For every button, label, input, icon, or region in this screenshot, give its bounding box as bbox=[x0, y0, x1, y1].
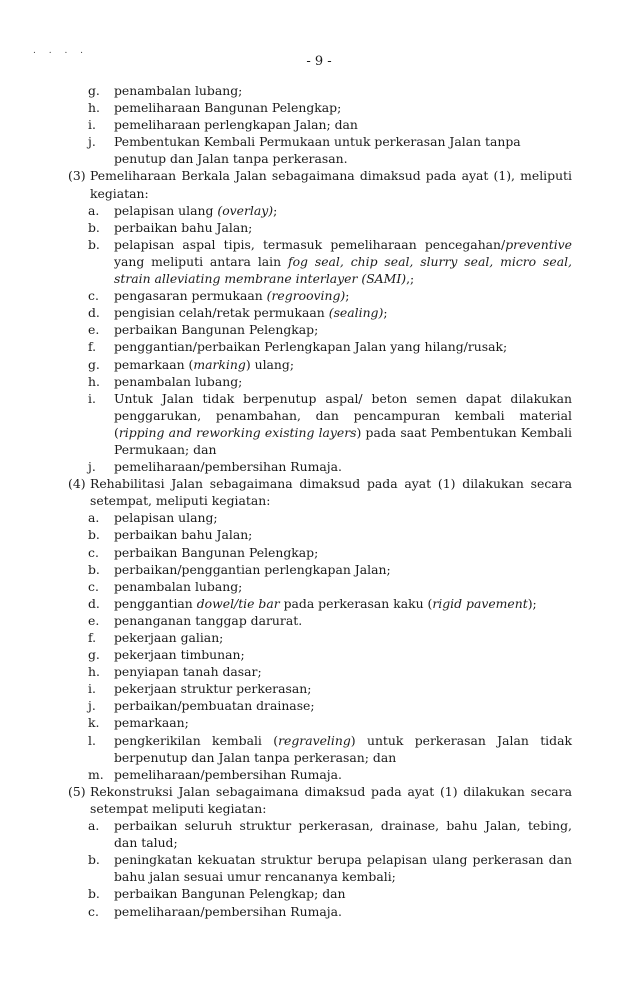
item-marker: a. bbox=[88, 202, 100, 218]
item-marker: b. bbox=[88, 886, 100, 902]
item-marker: a. bbox=[88, 510, 100, 526]
section-intro-text: Pemeliharaan Berkala Jalan sebagaimana dimaksud pada ayat (1), meliputi kegiatan: bbox=[90, 168, 572, 201]
item-text: pelapisan ulang; bbox=[114, 510, 218, 526]
item-text: pemeliharaan/pembersihan Rumaja. bbox=[114, 903, 342, 919]
list-item bbox=[68, 321, 572, 338]
list-item bbox=[68, 885, 572, 902]
list-item bbox=[68, 817, 572, 851]
item-text: penyiapan tanah dasar; bbox=[114, 664, 262, 680]
list-item bbox=[68, 561, 572, 578]
item-text-tail: pada perkerasan kaku ( bbox=[279, 595, 433, 611]
section-number: (4) bbox=[68, 476, 86, 492]
item-text: pemeliharaan/pembersihan Rumaja. bbox=[114, 766, 342, 782]
item-text: pekerjaan struktur perkerasan; bbox=[114, 681, 312, 697]
item-text: perbaikan bahu Jalan; bbox=[114, 219, 253, 235]
item-marker: b. bbox=[88, 527, 100, 543]
item-text: perbaikan Bangunan Pelengkap; bbox=[114, 322, 319, 338]
item-marker: e. bbox=[88, 612, 100, 628]
item-marker: g. bbox=[88, 647, 100, 663]
list-item bbox=[68, 697, 572, 714]
item-text-tail: ; bbox=[345, 288, 350, 304]
item-text: pemeliharaan/pembersihan Rumaja. bbox=[114, 459, 342, 475]
item-marker: f. bbox=[88, 630, 97, 645]
list-item bbox=[68, 202, 572, 219]
item-text-tail: yang meliputi antara lain bbox=[114, 253, 288, 269]
item-marker: b. bbox=[88, 852, 100, 868]
list-item bbox=[68, 304, 572, 321]
list-item bbox=[68, 390, 572, 458]
item-marker: a. bbox=[88, 818, 100, 834]
section-number: (5) bbox=[68, 783, 86, 799]
list-item bbox=[68, 133, 572, 167]
item-text-tail: ,; bbox=[406, 271, 415, 287]
item-text: perbaikan Bangunan Pelengkap; dan bbox=[114, 886, 346, 902]
item-text: perbaikan/pembuatan drainase; bbox=[114, 698, 315, 714]
item-text: penambalan lubang; bbox=[114, 373, 243, 389]
list-item bbox=[68, 595, 572, 612]
item-marker: f. bbox=[88, 339, 97, 355]
list-item bbox=[68, 116, 572, 133]
list-item bbox=[68, 578, 572, 595]
item-text: pemarkaan; bbox=[114, 715, 189, 731]
item-marker: j. bbox=[88, 698, 96, 714]
item-italic-term: ripping and reworking existing layers bbox=[118, 424, 357, 440]
item-text: penambalan lubang; bbox=[114, 578, 243, 594]
list-item bbox=[68, 612, 572, 629]
item-text-tail: ; bbox=[383, 305, 388, 321]
item-marker: h. bbox=[88, 664, 100, 680]
item-text: penggantian/perbaikan Perlengkapan Jalan yang hilang/rusak; bbox=[114, 339, 508, 355]
item-text-tail: ; bbox=[273, 202, 278, 218]
item-marker: c. bbox=[88, 903, 99, 919]
list-item bbox=[68, 287, 572, 304]
item-text: pelapisan ulang bbox=[114, 202, 218, 218]
item-text: penambalan lubang; bbox=[114, 83, 243, 98]
section-3-intro bbox=[68, 167, 572, 201]
item-marker: k. bbox=[88, 715, 100, 731]
item-text: pekerjaan timbunan; bbox=[114, 647, 245, 663]
item-marker: g. bbox=[88, 83, 100, 98]
page-number: - 9 - bbox=[306, 54, 332, 69]
item-italic-term: (overlay) bbox=[217, 202, 274, 218]
list-item bbox=[68, 509, 572, 526]
list-item bbox=[68, 82, 572, 99]
item-italic-term: dowel/tie bar bbox=[196, 595, 280, 611]
list-item bbox=[68, 99, 572, 116]
item-marker: j. bbox=[88, 134, 96, 150]
item-marker: h. bbox=[88, 373, 100, 389]
item-italic-term: marking bbox=[193, 356, 246, 372]
item-text: Untuk Jalan tidak berpenutup aspal/ beton semen dapat dilakukan penggarukan, penambahan, dan pencampuran kembali material ( bbox=[114, 390, 572, 440]
item-text: pemarkaan ( bbox=[114, 356, 194, 372]
section-4-intro bbox=[68, 475, 572, 509]
list-item bbox=[68, 766, 572, 783]
section-intro-text: Rekonstruksi Jalan sebagaimana dimaksud pada ayat (1) dilakukan secara setempat meliputi kegiatan: bbox=[90, 783, 572, 816]
list-item bbox=[68, 236, 572, 287]
item-text: pemeliharaan Bangunan Pelengkap; bbox=[114, 100, 342, 116]
section-intro-text: Rehabilitasi Jalan sebagaimana dimaksud pada ayat (1) dilakukan secara setempat, meliputi kegiatan: bbox=[90, 476, 572, 509]
item-text: penanganan tanggap darurat. bbox=[114, 612, 303, 628]
page-corner-marks: . . . . bbox=[33, 46, 89, 56]
item-marker: j. bbox=[88, 459, 96, 475]
item-marker: c. bbox=[88, 288, 99, 304]
item-italic-term: preventive bbox=[505, 236, 572, 252]
item-text: perbaikan seluruh struktur perkerasan, drainase, bahu Jalan, tebing, dan talud; bbox=[114, 818, 572, 851]
item-text: pengkerikilan kembali ( bbox=[114, 732, 279, 748]
item-marker: b. bbox=[88, 236, 100, 252]
item-text: perbaikan Bangunan Pelengkap; bbox=[114, 544, 319, 560]
item-marker: i. bbox=[88, 390, 96, 406]
item-italic-term: rigid pavement bbox=[432, 595, 528, 611]
item-italic-term: (sealing) bbox=[328, 305, 384, 321]
item-text: pekerjaan galian; bbox=[114, 630, 224, 645]
item-italic-term: fog seal, chip seal, slurry seal, micro seal, strain alleviating membrane interlayer (SAMI) bbox=[114, 253, 572, 287]
item-marker: b. bbox=[88, 561, 100, 577]
list-item bbox=[68, 663, 572, 680]
list-item bbox=[68, 338, 572, 355]
item-text: Pembentukan Kembali Permukaan untuk perkerasan Jalan tanpa penutup dan Jalan tanpa perkerasan. bbox=[114, 134, 521, 167]
item-marker: e. bbox=[88, 322, 100, 338]
list-item bbox=[68, 526, 572, 543]
item-italic-term: regraveling bbox=[278, 732, 351, 748]
list-item bbox=[68, 356, 572, 373]
item-marker: g. bbox=[88, 356, 100, 372]
section-5-intro bbox=[68, 783, 572, 817]
item-text-tail: ); bbox=[527, 595, 537, 611]
list-item bbox=[68, 219, 572, 236]
list-item bbox=[68, 851, 572, 885]
item-marker: d. bbox=[88, 305, 100, 321]
item-text: pengasaran permukaan bbox=[114, 288, 267, 304]
list-item bbox=[68, 373, 572, 390]
item-text: penggantian bbox=[114, 595, 197, 611]
list-item bbox=[68, 458, 572, 475]
item-text-tail: ) untuk perkerasan Jalan tidak berpenutup dan Jalan tanpa perkerasan; dan bbox=[114, 732, 572, 765]
item-italic-term: (regrooving) bbox=[266, 288, 346, 304]
item-marker: d. bbox=[88, 595, 100, 611]
item-text: peningkatan kekuatan struktur berupa pelapisan ulang perkerasan dan bahu jalan sesuai umur rencananya kembali; bbox=[114, 852, 572, 885]
list-item bbox=[68, 714, 572, 731]
list-item bbox=[68, 680, 572, 697]
item-marker: c. bbox=[88, 578, 99, 594]
list-item bbox=[68, 732, 572, 766]
item-text: pemeliharaan perlengkapan Jalan; dan bbox=[114, 117, 358, 133]
item-text-tail: ) pada saat Pembentukan Kembali Permukaan; dan bbox=[114, 424, 573, 457]
item-text: perbaikan/penggantian perlengkapan Jalan; bbox=[114, 561, 391, 577]
list-item bbox=[68, 903, 572, 920]
list-item bbox=[68, 544, 572, 561]
item-marker: i. bbox=[88, 117, 96, 133]
item-text: perbaikan bahu Jalan; bbox=[114, 527, 253, 543]
item-marker: l. bbox=[88, 732, 96, 748]
document-body bbox=[68, 82, 572, 920]
item-text: pelapisan aspal tipis, termasuk pemeliharaan pencegahan/ bbox=[114, 236, 506, 252]
list-item bbox=[68, 629, 572, 646]
item-text: pengisian celah/retak permukaan bbox=[114, 305, 329, 321]
item-marker: b. bbox=[88, 219, 100, 235]
item-marker: c. bbox=[88, 544, 99, 560]
list-item bbox=[68, 646, 572, 663]
section-number: (3) bbox=[68, 168, 86, 184]
item-text-tail: ) ulang; bbox=[245, 356, 295, 372]
item-marker: i. bbox=[88, 681, 96, 697]
item-marker: h. bbox=[88, 100, 100, 116]
item-marker: m. bbox=[88, 766, 104, 782]
